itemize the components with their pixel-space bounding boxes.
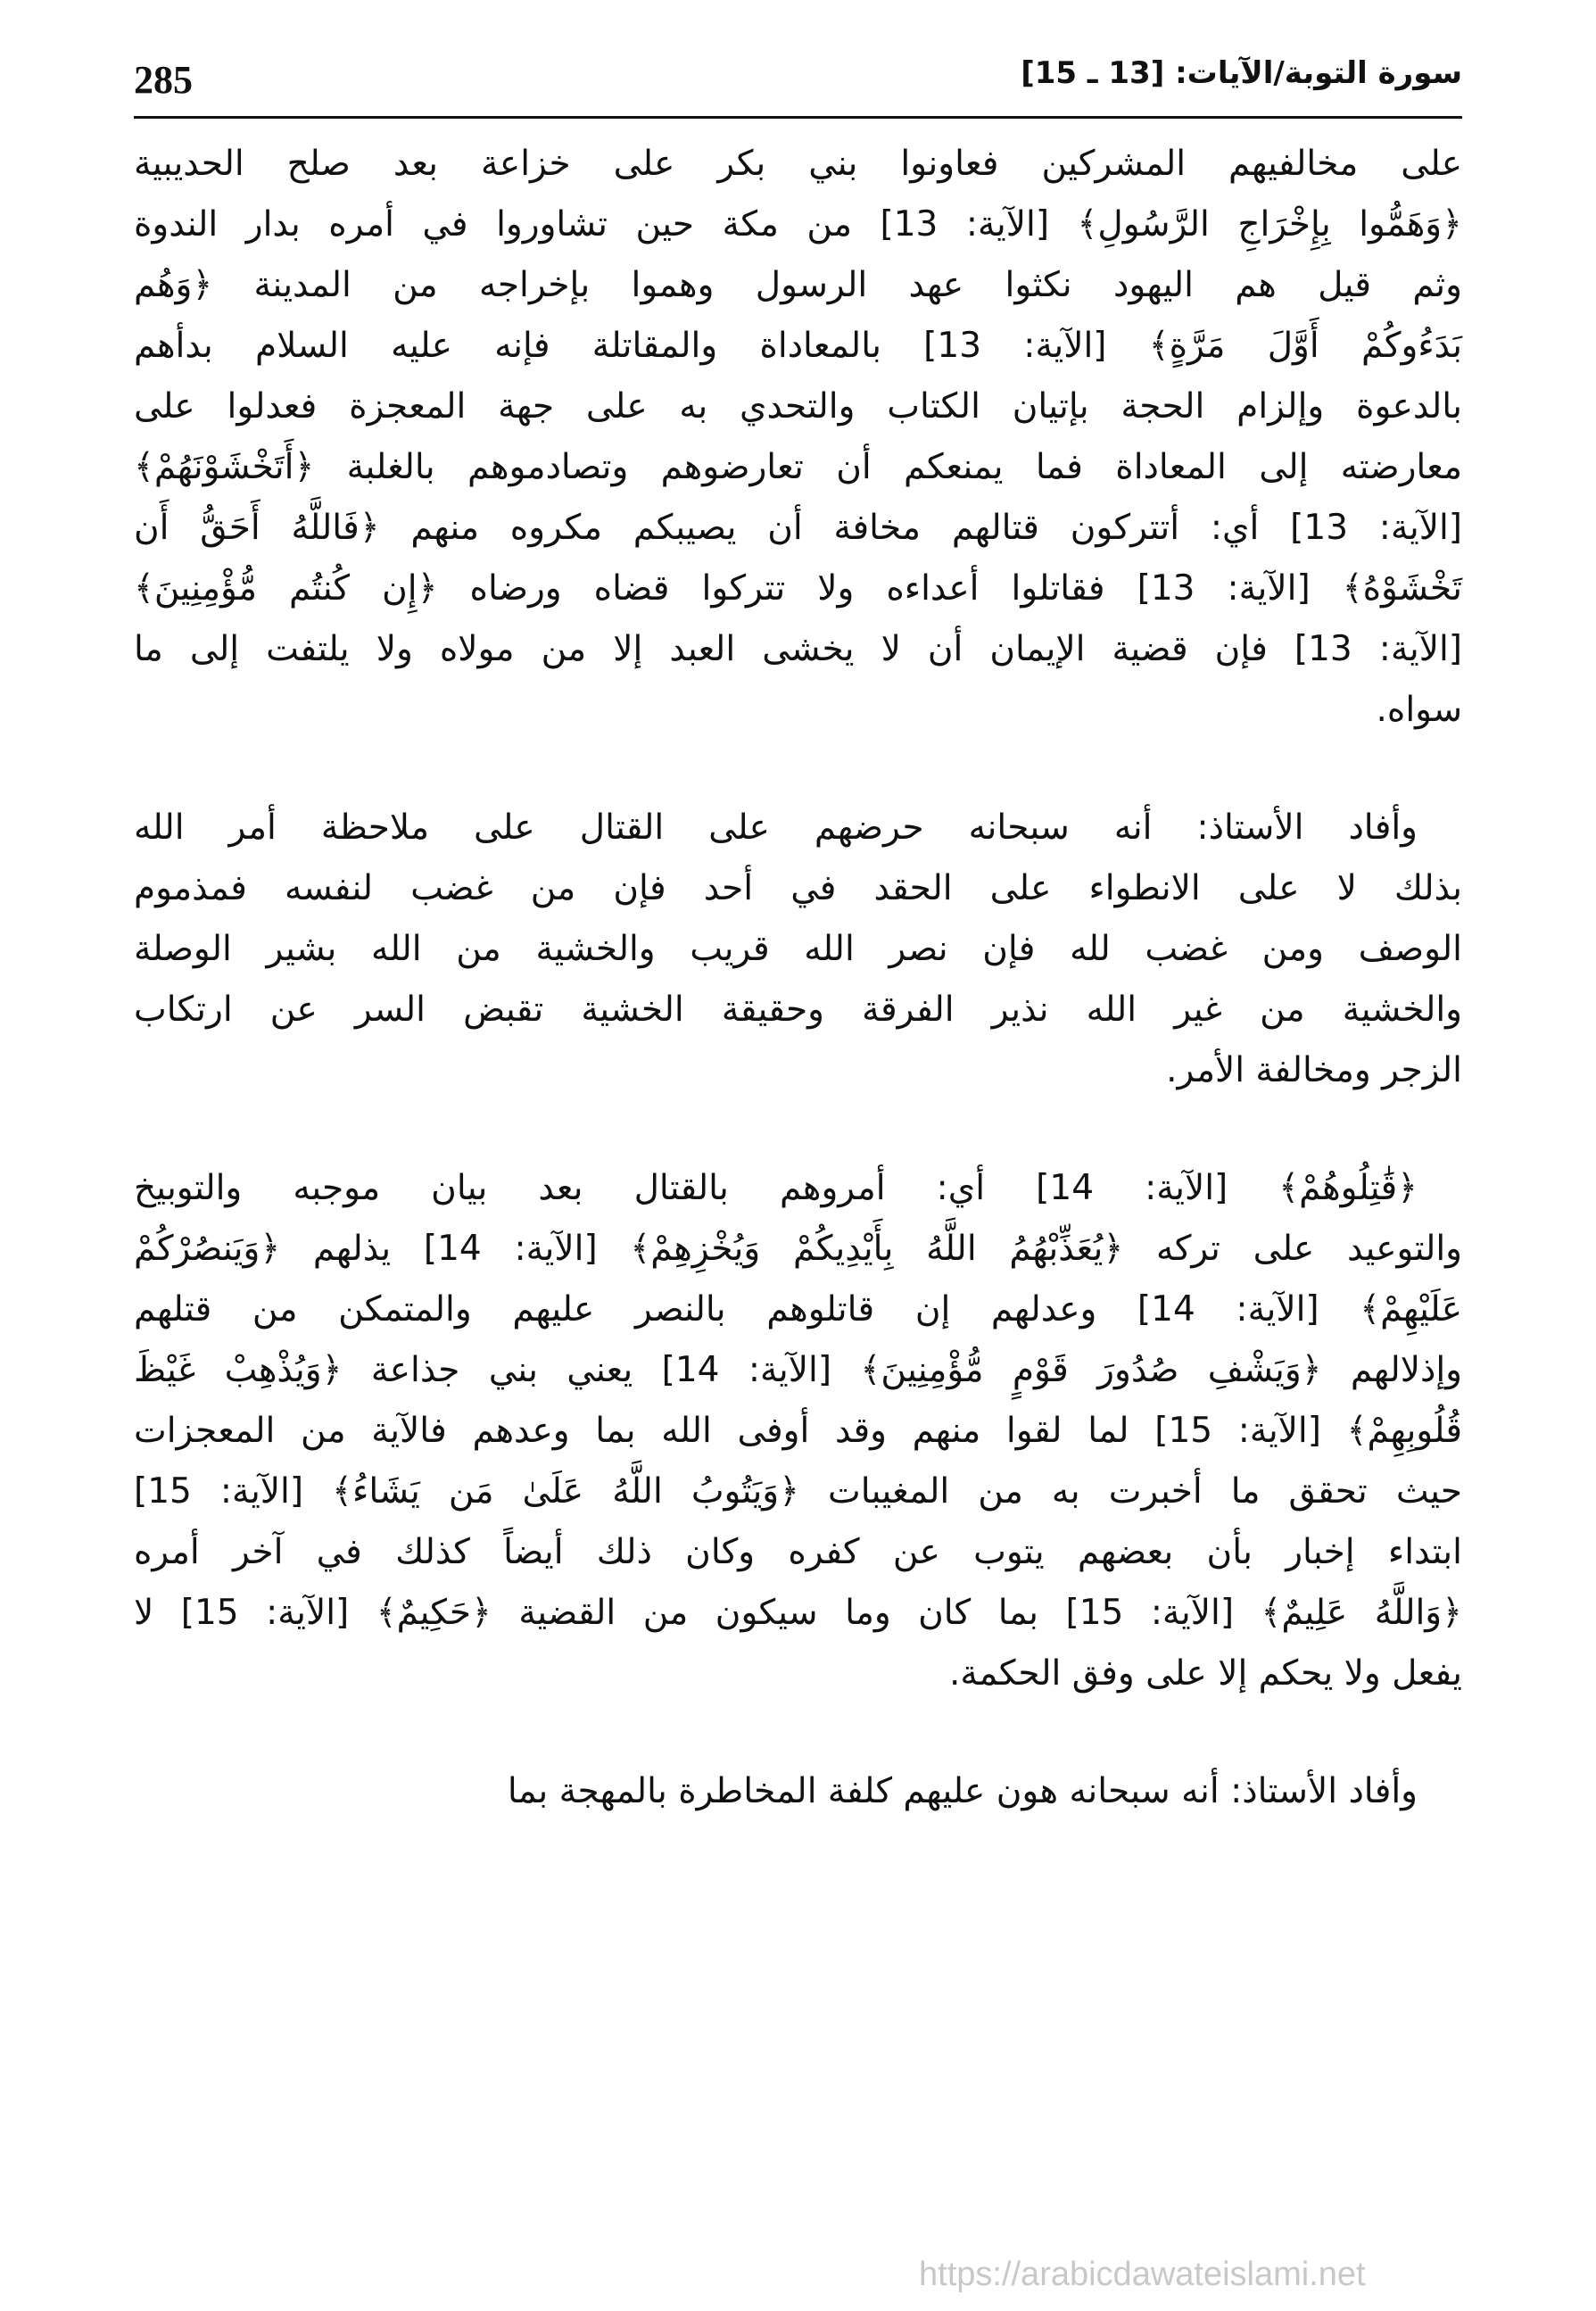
- text-line: [الآية: 13] أي: أتتركون قتالهم مخافة أن يصيبكم مكروه منهم ﴿فَاللَّهُ أَحَقُّ أَن: [134, 508, 1463, 548]
- text-line: ابتداء إخبار بأن بعضهم يتوب عن كفره وكان ذلك أيضاً كذلك في آخر أمره: [134, 1532, 1462, 1572]
- text-line: ﴿وَهَمُّوا بِإِخْرَاجِ الرَّسُولِ﴾ [الآية: 13] من مكة حين تشاوروا في أمره بدار الندوة: [134, 204, 1462, 244]
- page-body: [134, 134, 1462, 1879]
- text-line: والخشية من غير الله نذير الفرقة وحقيقة الخشية تقبض السر عن ارتكاب: [134, 990, 1462, 1030]
- text-line: على مخالفيهم المشركين فعاونوا بني بكر على خزاعة بعد صلح الحديبية: [134, 144, 1462, 184]
- paragraph: [134, 1761, 1462, 1822]
- text-line: وإذلالهم ﴿وَيَشْفِ صُدُورَ قَوْمٍ مُّؤْمِنِينَ﴾ [الآية: 14] يعني بني جذاعة ﴿وَيُذْهِبْ غَيْظَ: [134, 1350, 1462, 1390]
- text-line: ﴿قَٰتِلُوهُمْ﴾ [الآية: 14] أي: أمروهم بالقتال بعد بيان موجبه والتوبيخ: [134, 1168, 1418, 1208]
- text-line: وثم قيل هم اليهود نكثوا عهد الرسول وهموا بإخراجه من المدينة ﴿وَهُم: [134, 265, 1462, 305]
- text-line: وأفاد الأستاذ: أنه سبحانه هون عليهم كلفة المخاطرة بالمهجة بما: [507, 1771, 1418, 1811]
- text-line: بذلك لا على الانطواء على الحقد في أحد فإن من غضب لنفسه فمذموم: [134, 868, 1462, 908]
- text-line: الزجر ومخالفة الأمر.: [1166, 1050, 1462, 1090]
- page-header: [134, 54, 1462, 119]
- text-line: قُلُوبِهِمْ﴾ [الآية: 15] لما لقوا منهم وقد أوفى الله بما وعدهم فالآية من المعجزات: [134, 1411, 1462, 1451]
- paragraph: [134, 798, 1462, 1101]
- text-line: تَخْشَوْهُ﴾ [الآية: 13] فقاتلوا أعداءه ولا تتركوا قضاه ورضاه ﴿إِن كُنتُم مُّؤْمِنِينَ﴾: [134, 568, 1463, 609]
- text-line: عَلَيْهِمْ﴾ [الآية: 14] وعدلهم إن قاتلوهم بالنصر عليهم والمتمكن من قتلهم: [134, 1289, 1462, 1329]
- text-line: الوصف ومن غضب لله فإن نصر الله قريب والخشية من الله بشير الوصلة: [134, 929, 1462, 969]
- text-line: سواه.: [1376, 690, 1462, 730]
- text-line: حيث تحقق ما أخبرت به من المغيبات ﴿وَيَتُوبُ اللَّهُ عَلَىٰ مَن يَشَاءُ﴾ [الآية: 15]: [134, 1471, 1462, 1512]
- page-number: 285: [134, 58, 193, 102]
- paragraph: [134, 1158, 1462, 1704]
- text-line: [الآية: 13] فإن قضية الإيمان أن لا يخشى العبد إلا من مولاه ولا يلتفت إلى ما: [134, 629, 1463, 669]
- text-line: والتوعيد على تركه ﴿يُعَذِّبْهُمُ اللَّهُ بِأَيْدِيكُمْ وَيُخْزِهِمْ﴾ [الآية: 14] يذلهم ﴿وَيَنصُرْكُمْ: [134, 1229, 1462, 1269]
- text-line: بالدعوة وإلزام الحجة بإتيان الكتاب والتحدي به على جهة المعجزة فعدلوا على: [134, 386, 1462, 427]
- text-line: وأفاد الأستاذ: أنه سبحانه حرضهم على القتال على ملاحظة أمر الله: [134, 808, 1418, 848]
- paragraph: [134, 134, 1462, 741]
- watermark-url: https://arabicdawateislami.net: [919, 2256, 1366, 2293]
- text-line: معارضته إلى المعاداة فما يمنعكم أن تعارضوهم وتصادموهم بالغلبة ﴿أَتَخْشَوْنَهُمْ﴾: [134, 447, 1462, 487]
- running-title: سورة التوبة/الآيات: [13 ـ 15]: [1021, 55, 1462, 91]
- text-line: بَدَءُوكُمْ أَوَّلَ مَرَّةٍ﴾ [الآية: 13] بالمعاداة والمقاتلة فإنه عليه السلام بدأهم: [134, 326, 1462, 366]
- text-line: يفعل ولا يحكم إلا على وفق الحكمة.: [949, 1653, 1462, 1694]
- text-line: ﴿وَاللَّهُ عَلِيمٌ﴾ [الآية: 15] بما كان وما سيكون من القضية ﴿حَكِيمٌ﴾ [الآية: 15] لا: [134, 1593, 1462, 1633]
